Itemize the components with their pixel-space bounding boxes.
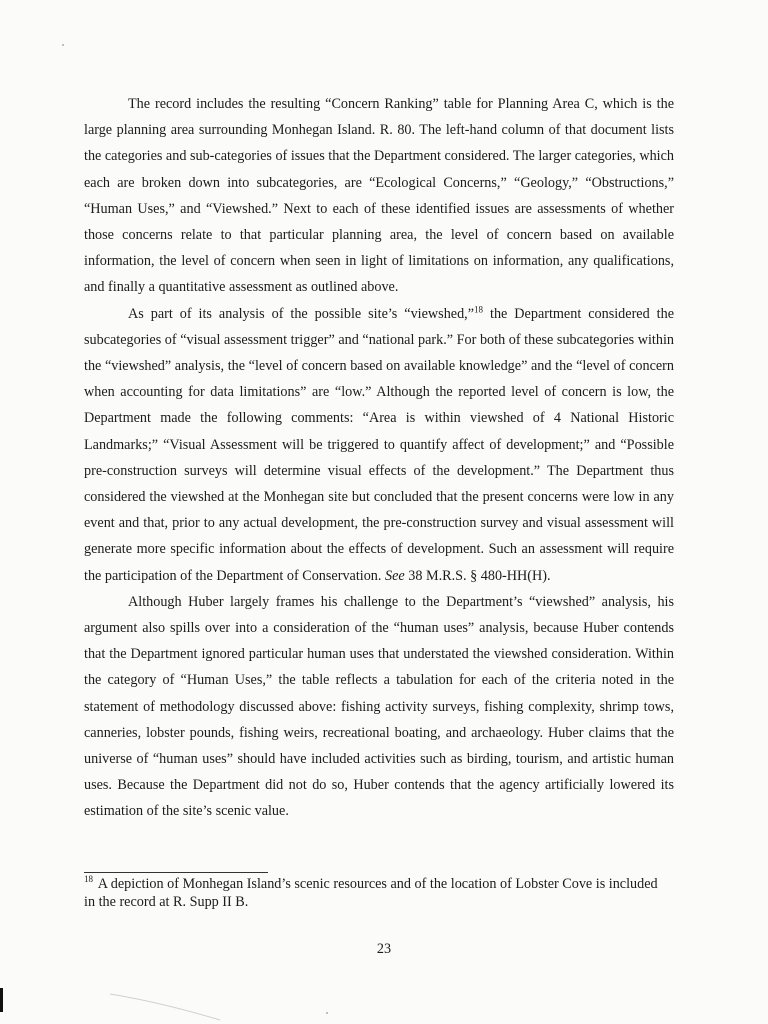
scan-smudge — [110, 992, 230, 1022]
footnote-reference: 18 — [474, 303, 484, 314]
paragraph-2-body: the Department considered the subcategories of “visual assessment trigger” and “national park.” For both of these subcategories within the “viewshed” analysis, the “level of concern based on available knowledge” and the “level of concern when accounting for data limitations” are “low.” Although the reported level of concern is low, the Department made the following comments: “Area is within viewshed of 4 National Historic Landmarks;” “Visual Assessment will be triggered to quantify affect of development;” and “Possible pre-construction surveys will determine visual effects of the development.” The Department thus considered the viewshed at the Monhegan site but concluded that the present concerns were low in any event and that, prior to any actual development, the pre-construction survey and visual assessment will generate more specific information about the effects of development. Such an assessment will require the participation of the Department of Conservation. — [84, 305, 674, 584]
page-number: 23 — [376, 941, 392, 957]
scan-speck — [326, 1012, 328, 1014]
paragraph-3: Although Huber largely frames his challenge to the Department’s “viewshed” analysis, his argument also spills over into a consideration of the “human uses” analysis, because Huber contends that the Department ignored particular human uses that understated the viewshed consideration. Within the category of “Human Uses,” the table reflects a tabulation for each of the criteria noted in the statement of methodology discussed above: fishing activity surveys, fishing complexity, shrimp tows, canneries, lobster pounds, fishing weirs, recreational boating, and archaeology. Huber claims that the universe of “human uses” should have included activities such as birding, tourism, and artistic human uses. Because the Department did not do so, Huber contends that the agency artificially lowered its estimation of the site’s scenic value. — [84, 593, 674, 820]
paragraph-2-start: As part of its analysis of the possible site’s “viewshed,” — [128, 305, 475, 322]
paragraph-1: The record includes the resulting “Concern Ranking” table for Planning Area C, which is the large planning area surrounding Monhegan Island. R. 80. The left-hand column of that document lists the categories and sub-categories of issues that the Department considered. The larger categories, which each are broken down into subcategories, are “Ecological Concerns,” “Geology,” “Obstructions,” “Human Uses,” and “Viewshed.” Next to each of these identified issues are assessments of whether those concerns relate to that particular planning area, the level of concern based on available information, the level of concern when seen in light of limitations on information, any qualifications, and finally a quantitative assessment as outlined above. — [84, 96, 675, 296]
scan-speck — [62, 44, 64, 46]
footnote-text: A depiction of Monhegan Island’s scenic resources and of the location of Lobster Cove is included in the record at R. Supp II B. — [84, 876, 658, 910]
footnote-separator — [84, 872, 268, 873]
paragraph-2 — [84, 301, 674, 589]
statute-citation: 38 M.R.S. § 480-HH(H). — [404, 567, 551, 584]
footnote-number: 18 — [84, 874, 93, 885]
scan-edge-mark — [0, 988, 3, 1012]
body-text — [84, 91, 674, 825]
citation-signal: See — [385, 567, 405, 584]
footnote — [84, 876, 664, 911]
